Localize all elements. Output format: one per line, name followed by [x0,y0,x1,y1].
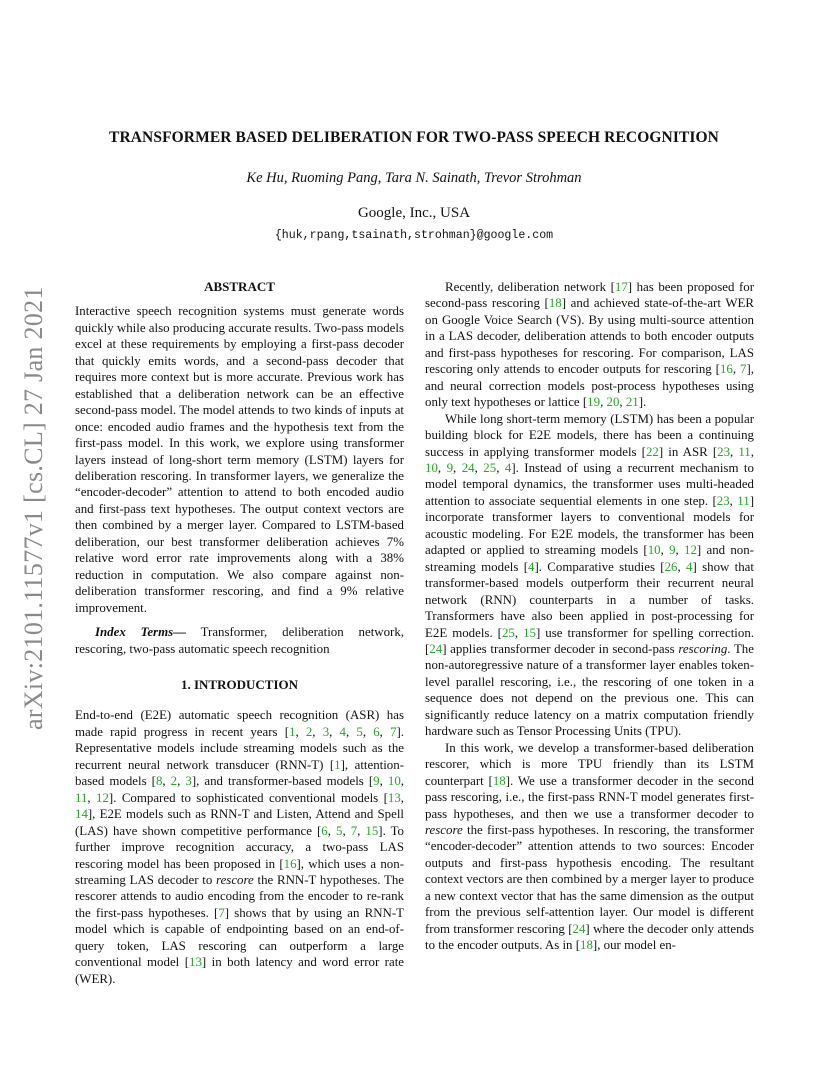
abstract-text: Interactive speech recognition systems must generate words quickly while also producing accurate results. Two-pass models excel at these requirements by employing a first-pass decoder that quickly emits words, and a second-pass decoder that requires more context but is more accurate. Previous work has established that a deliberation network can be an effective second-pass model. The model attends to two kinds of inputs at once: encoded audio frames and the hypothesis text from the first-pass model. In this work, we explore using transformer layers instead of long-short term memory (LSTM) layers for deliberation rescoring. In transformer layers, we generalize the “encoder-decoder” attention to attend to both encoded audio and first-pass text hypotheses. The output context vectors are then combined by a merger layer. Compared to LSTM-based deliberation, our best transformer deliberation achieves 7% relative word error rate improvements along with a 38% reduction in computation. We also compare against non-deliberation transformer rescoring, and find a 9% relative improvement. [75,304,404,615]
citation-link[interactable]: 22 [645,444,659,459]
citation-link[interactable]: 11 [737,493,750,508]
citation-link[interactable]: 15 [523,625,536,640]
citation-link[interactable]: 9 [373,774,380,789]
citation-link[interactable]: 6 [373,724,380,739]
citation-link[interactable]: 14 [75,807,88,822]
citation-link[interactable]: 13 [189,955,202,970]
citation-link[interactable]: 1 [334,757,341,772]
citation-link[interactable]: 6 [321,823,328,838]
citation-link[interactable]: 7 [740,362,747,377]
citation-link[interactable]: 9 [446,460,454,475]
authors: Ke Hu, Ruoming Pang, Tara N. Sainath, Trevor Strohman [246,170,582,186]
citation-link[interactable]: 2 [305,724,313,739]
citation-link[interactable]: 10 [387,774,401,789]
citation-link[interactable]: 4 [339,724,346,739]
citation-link[interactable]: 18 [492,773,506,788]
citation-link[interactable]: 7 [350,823,358,838]
citation-link[interactable]: 9 [669,543,676,558]
citation-link[interactable]: 3 [322,724,330,739]
citation-link[interactable]: 23 [716,493,730,508]
citation-link[interactable]: 11 [738,444,751,459]
citation-link[interactable]: 7 [390,724,397,739]
citation-link[interactable]: 10 [425,460,438,475]
citation-link[interactable]: 15 [365,823,379,838]
citation-link[interactable]: 18 [580,938,593,953]
index-terms-label: Index Terms— [95,625,186,640]
intro-paragraph-2: Recently, deliberation network [17] has been proposed for second-pass rescoring [18] and achieved state-of-the-art WER on Google Voice Search (VS). By using multi-source attention in a LAS decoder, deliberation attends to both encoder outputs and first-pass hypotheses for rescoring. For comparison, LAS rescoring only attends to encoder outputs for rescoring [16, 7], and neural correction models post-process hypotheses using only text hypotheses or lattice [19, 20, 21]. [425,280,754,410]
email-address: {huk,rpang,tsainath,strohman}@google.com [274,229,554,242]
citation-link[interactable]: 24 [461,460,475,475]
citation-link[interactable]: 24 [572,921,586,936]
citation-link[interactable]: 8 [155,774,163,789]
citation-link[interactable]: 5 [335,823,343,838]
citation-link[interactable]: 4 [686,559,693,574]
citation-link[interactable]: 25 [483,460,497,475]
citation-link[interactable]: 16 [719,362,733,377]
emphasis-text: rescoring [678,641,728,656]
citation-link[interactable]: 2 [170,774,178,789]
intro-paragraph-3: While long short-term memory (LSTM) has been a popular building block for E2E models, there has been a continuing success in applying transformer models [22] in ASR [23, 11, 10, 9, 24, 25, 4]. Instead of using a recurrent mechanism to model temporal dynamics, the transformer uses multi-headed attention to associate sequential elements in one step. [23, 11] incorporate transformer layers to conventional models for acoustic modeling. For E2E models, the transformer has been adapted or applied to streaming models [10, 9, 12] and non-streaming models [4]. Comparative studies [26, 4] show that transformer-based models outperform their recurrent neural network (RNN) counterparts in a number of tasks. Transformers have also been applied in post-processing for E2E models. [25, 15] use transformer for spelling correction. [24] applies transformer decoder in second-pass rescoring. The non-autoregressive nature of a transformer layer enables token-level parallel rescoring, i.e., the rescoring of one token in a sequence does not depend on the previous one. This can significantly reduce latency on a matrix computation friendly hardware such as Tensor Processing Units (TPU). [425,411,755,739]
citation-link[interactable]: 17 [614,280,628,294]
citation-link[interactable]: 26 [664,559,678,574]
intro-paragraph-1: End-to-end (E2E) automatic speech recognition (ASR) has made rapid progress in recent years [1, 2, 3, 4, 5, 6, 7]. Representative models include streaming models such as the recurrent neural network transducer (RNN-T) [1], attention-based models [8, 2, 3], and transformer-based models [9, 10, 11, 12]. Compared to sophisticated conventional models [13, 14], E2E models such as RNN-T and Listen, Attend and Spell (LAS) have shown competitive performance [6, 5, 7, 15]. To further improve recognition accuracy, a two-pass LAS rescoring model has been proposed in [16], which uses a non-streaming LAS decoder to rescore the RNN-T hypotheses. The rescorer attends to audio encoding from the encoder to re-rank the first-pass hypotheses. [7] shows that by using an RNN-T model which is capable of endpointing based on an end-of-query token, LAS rescoring can outperform a large conventional model [13] in both latency and word error rate (WER). [75,708,405,986]
citation-link[interactable]: 3 [185,774,192,789]
citation-link[interactable]: 21 [625,395,639,410]
arxiv-side-stamp: arXiv:2101.11577v1 [cs.CL] 27 Jan 2021 [19,286,48,730]
affiliation: Google, Inc., USA [357,205,471,221]
left-column [75,279,404,987]
right-column [425,279,754,954]
citation-link[interactable]: 11 [75,790,88,805]
citation-link[interactable]: 12 [684,543,697,558]
abstract-heading: ABSTRACT [204,279,275,294]
citation-link[interactable]: 1 [289,724,296,739]
citation-link[interactable]: 18 [548,296,562,311]
citation-link[interactable]: 16 [283,856,297,871]
citation-link[interactable]: 7 [218,905,225,920]
index-terms [75,624,404,657]
citation-link[interactable]: 12 [96,790,109,805]
citation-link[interactable]: 4 [504,460,512,475]
citation-link[interactable]: 4 [528,559,535,574]
citation-link[interactable]: 20 [606,395,620,410]
citation-link[interactable]: 23 [717,444,731,459]
citation-link[interactable]: 5 [356,724,363,739]
index-terms-text: Transformer, deliberation network, rescoring, two-pass automatic speech recognition [75,625,404,656]
intro-paragraph-4: In this work, we develop a transformer-based deliberation rescorer, which is more TPU friendly than its LSTM counterpart [18]. We use a transformer decoder in the second pass rescoring, i.e., the first-pass RNN-T model generates first-pass hypotheses, and then we use a transformer decoder to rescore the first-pass hypotheses. In rescoring, the transformer “encoder-decoder” attention attends to two sources: Encoder outputs and first-pass hypothesis encoding. The resultant context vectors are then combined by a merger layer to produce a new context vector that has the same dimension as the output from the previous self-attention layer. Our model is different from transformer rescoring [24] where the decoder only attends to the encoder outputs. As in [18], our model en- [425,740,754,953]
intro-heading: 1. INTRODUCTION [180,676,298,692]
citation-link[interactable]: 10 [647,543,661,558]
emphasis-text: rescore [216,872,254,887]
emphasis-text: rescore [425,822,463,837]
citation-link[interactable]: 25 [501,625,515,640]
paper-title: TRANSFORMER BASED DELIBERATION FOR TWO-PASS SPEECH RECOGNITION [109,129,719,146]
citation-link[interactable]: 19 [587,395,601,410]
citation-link[interactable]: 13 [387,790,401,805]
citation-link[interactable]: 24 [429,641,443,656]
